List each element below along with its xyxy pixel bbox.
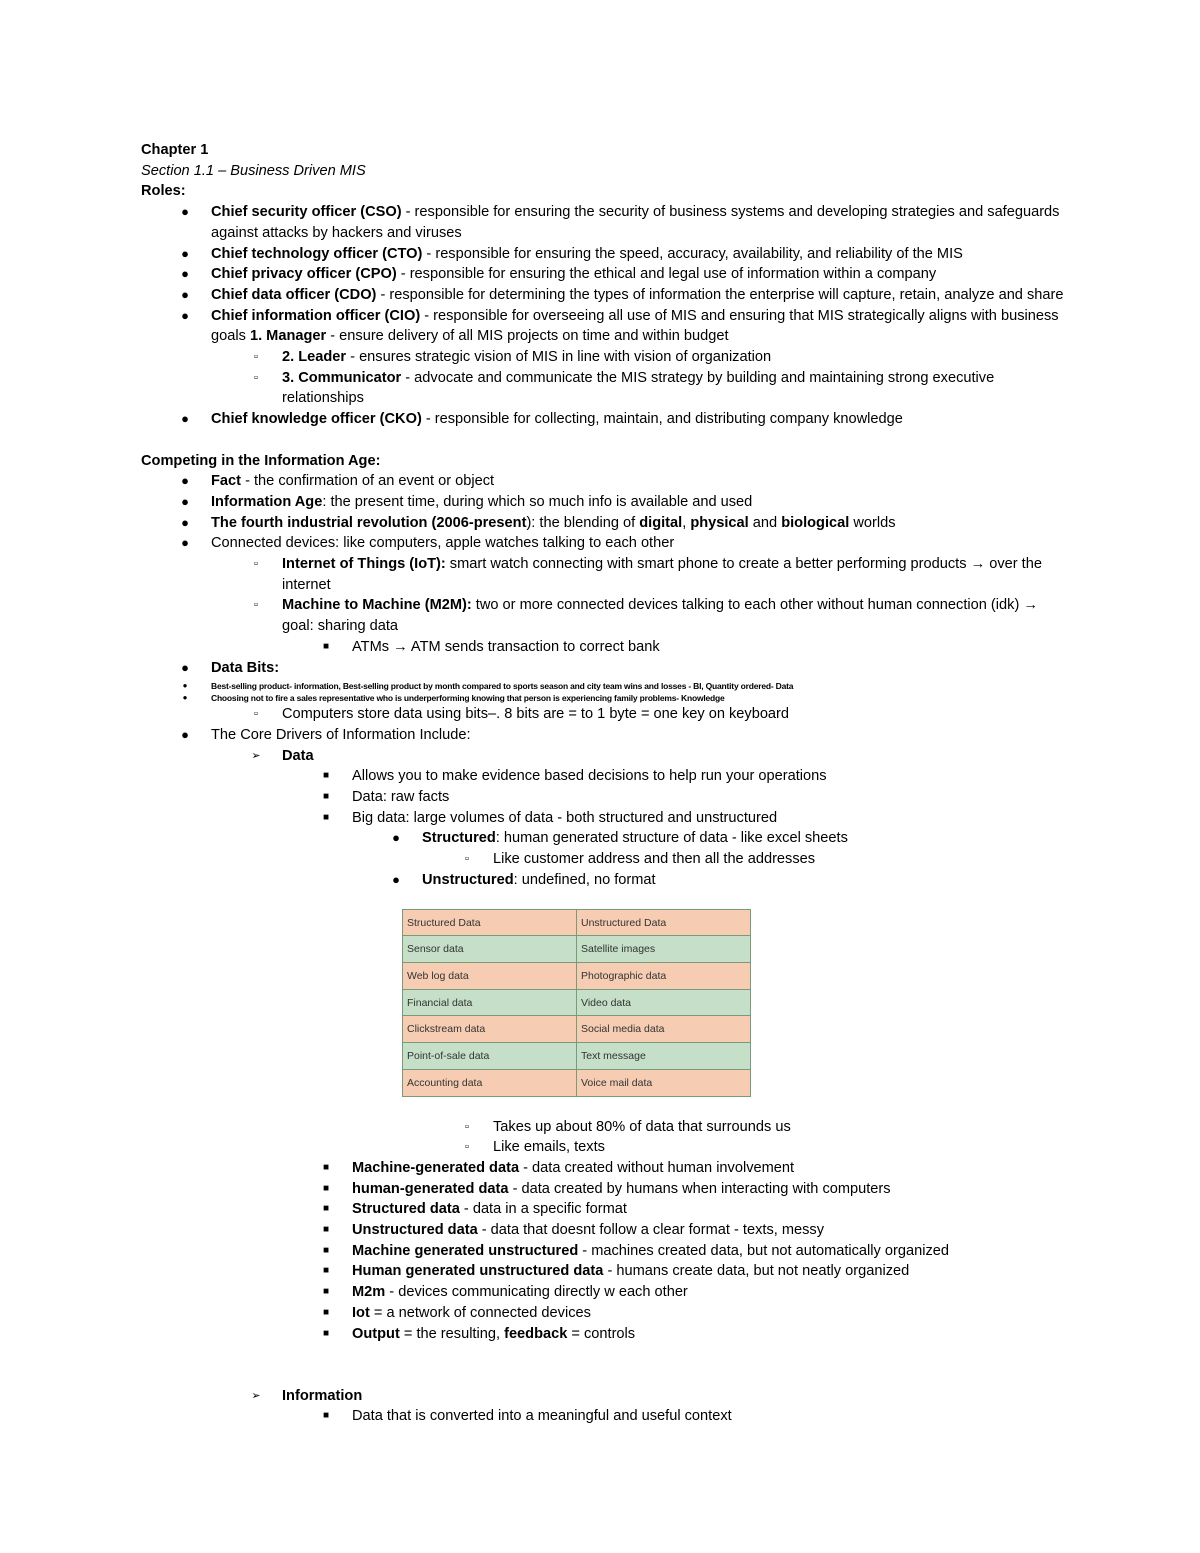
square-bullet-icon: ■ — [322, 811, 330, 823]
list-item: ● Structured: human generated structure of data - like excel sheets — [422, 828, 1071, 849]
square-bullet-icon: ■ — [322, 1306, 330, 1318]
list-item: ■ M2m - devices communicating directly w each other — [352, 1282, 1071, 1303]
hollow-square-bullet-icon: ▫ — [254, 599, 258, 612]
hollow-square-bullet-icon: ▫ — [254, 558, 258, 571]
list-item: ● Connected devices: like computers, apple watches talking to each other — [211, 533, 1071, 554]
list-item: ■ Iot = a network of connected devices — [352, 1303, 1071, 1324]
arrow-bullet-icon: ➢ — [251, 749, 261, 762]
arrow-bullet-icon: ➢ — [251, 1389, 261, 1402]
bullet-icon: ● — [181, 514, 189, 530]
table-row: Clickstream data Social media data — [403, 1016, 751, 1043]
bullet-icon: ● — [181, 535, 189, 551]
list-item: ● Chief privacy officer (CPO) - responsible for ensuring the ethical and legal use of information within a company — [211, 264, 1071, 285]
list-item: ■ Big data: large volumes of data - both structured and unstructured — [352, 808, 1071, 829]
list-item: ● Unstructured: undefined, no format — [422, 870, 1071, 891]
hollow-square-bullet-icon: ▫ — [254, 371, 258, 384]
bullet-icon: ● — [182, 681, 188, 691]
competing-heading: Competing in the Information Age: — [141, 452, 381, 469]
list-item: ● Data Bits: — [211, 658, 1071, 679]
hollow-square-bullet-icon: ▫ — [254, 708, 258, 721]
list-item: ■ ATMs → ATM sends transaction to correct bank — [352, 637, 1071, 658]
table-row: Point-of-sale data Text message — [403, 1043, 751, 1070]
data-types-table — [402, 909, 751, 1097]
bullet-icon: ● — [181, 286, 189, 302]
table-row: Financial data Video data — [403, 989, 751, 1016]
square-bullet-icon: ■ — [322, 791, 330, 803]
list-item: ■ Machine-generated data - data created without human involvement — [352, 1158, 1071, 1179]
list-item: ● The Core Drivers of Information Include: — [211, 725, 1071, 746]
list-item: ▫ 2. Leader - ensures strategic vision of MIS in line with vision of organization — [282, 347, 1071, 368]
square-bullet-icon: ■ — [322, 1410, 330, 1422]
hollow-square-bullet-icon: ▫ — [465, 1141, 469, 1154]
bullet-icon: ● — [392, 830, 400, 846]
list-item: ▫ Internet of Things (IoT): smart watch connecting with smart phone to create a better performing products → over the internet — [282, 554, 1071, 595]
data-types-table-image — [402, 909, 1071, 1097]
list-item: ▫ Like customer address and then all the addresses — [493, 849, 1071, 870]
list-item: ■ Data that is converted into a meaningful and useful context — [352, 1406, 1071, 1427]
hollow-square-bullet-icon: ▫ — [465, 1120, 469, 1133]
list-item: ● The fourth industrial revolution (2006-present): the blending of digital, physical and biological worlds — [211, 513, 1071, 534]
list-item: ● Chief security officer (CSO) - responsible for ensuring the security of business systems and developing strategies and safeguards against attacks by hackers and viruses — [211, 202, 1071, 243]
square-bullet-icon: ■ — [322, 1161, 330, 1173]
roles-heading: Roles: — [141, 183, 186, 200]
list-item: ▫ Like emails, texts — [493, 1137, 1071, 1158]
list-item: ■ Output = the resulting, feedback = controls — [352, 1324, 1071, 1345]
bullet-icon: ● — [181, 726, 189, 742]
table-row: Structured Data Unstructured Data — [403, 909, 751, 936]
list-item: ■ Structured data - data in a specific format — [352, 1199, 1071, 1220]
list-item: ■ Unstructured data - data that doesnt follow a clear format - texts, messy — [352, 1220, 1071, 1241]
square-bullet-icon: ■ — [322, 640, 330, 652]
table-row: Web log data Photographic data — [403, 963, 751, 990]
bullet-icon: ● — [181, 266, 189, 282]
list-item: ■ Allows you to make evidence based decisions to help run your operations — [352, 766, 1071, 787]
square-bullet-icon: ■ — [322, 1182, 330, 1194]
list-item: ● Chief knowledge officer (CKO) - responsible for collecting, maintain, and distributing company knowledge — [211, 409, 1071, 430]
bullet-icon: ● — [181, 245, 189, 261]
bullet-icon: ● — [392, 871, 400, 887]
square-bullet-icon: ■ — [322, 770, 330, 782]
list-item: ● Best-selling product- information, Best-selling product by month compared to sports season and city team wins and losses - BI, Quantity ordered- Data — [211, 680, 1071, 692]
spacer — [141, 1344, 1071, 1385]
list-item: ● Chief information officer (CIO) - responsible for overseeing all use of MIS and ensuring that MIS strategically aligns with business goals 1. Manager - ensure delivery of all MIS projects on time and within budget — [211, 306, 1071, 347]
list-item: ■ Machine generated unstructured - machines created data, but not automatically organized — [352, 1241, 1071, 1262]
square-bullet-icon: ■ — [322, 1327, 330, 1339]
list-item: ● Chief technology officer (CTO) - responsible for ensuring the speed, accuracy, availability, and reliability of the MIS — [211, 244, 1071, 265]
bullet-icon: ● — [181, 473, 189, 489]
list-item: ● Information Age: the present time, during which so much info is available and used — [211, 492, 1071, 513]
table-row: Sensor data Satellite images — [403, 936, 751, 963]
list-item: ● Fact - the confirmation of an event or object — [211, 471, 1071, 492]
hollow-square-bullet-icon: ▫ — [254, 351, 258, 364]
list-item: ▫ Machine to Machine (M2M): two or more connected devices talking to each other without human connection (idk) → goal: sharing data — [282, 595, 1071, 636]
list-item: ● Choosing not to fire a sales representative who is underperforming knowing that person is experiencing family problems- Knowledge — [211, 692, 1071, 704]
list-item: ■ human-generated data - data created by humans when interacting with computers — [352, 1179, 1071, 1200]
list-item: ● Chief data officer (CDO) - responsible for determining the types of information the enterprise will capture, retain, analyze and share — [211, 285, 1071, 306]
bullet-icon: ● — [181, 659, 189, 675]
square-bullet-icon: ■ — [322, 1224, 330, 1236]
square-bullet-icon: ■ — [322, 1265, 330, 1277]
list-item: ▫ Takes up about 80% of data that surrounds us — [493, 1117, 1071, 1138]
list-item: ▫ Computers store data using bits–. 8 bits are = to 1 byte = one key on keyboard — [282, 704, 1071, 725]
chapter-heading: Chapter 1 — [141, 142, 209, 158]
bullet-icon: ● — [181, 493, 189, 509]
bullet-icon: ● — [181, 307, 189, 323]
square-bullet-icon: ■ — [322, 1203, 330, 1215]
table-row: Accounting data Voice mail data — [403, 1069, 751, 1096]
list-item: ■ Human generated unstructured data - humans create data, but not neatly organized — [352, 1261, 1071, 1282]
list-item: ▫ 3. Communicator - advocate and communicate the MIS strategy by building and maintaining strong executive relationships — [282, 368, 1071, 409]
notes-body — [141, 140, 1071, 1427]
spacer — [141, 430, 1071, 451]
bullet-icon: ● — [181, 411, 189, 427]
square-bullet-icon: ■ — [322, 1286, 330, 1298]
list-item: ➢ Information — [282, 1386, 1071, 1407]
list-item: ➢ Data — [282, 746, 1071, 767]
list-item: ■ Data: raw facts — [352, 787, 1071, 808]
hollow-square-bullet-icon: ▫ — [465, 853, 469, 866]
bullet-icon: ● — [181, 204, 189, 220]
square-bullet-icon: ■ — [322, 1244, 330, 1256]
section-heading: Section 1.1 – Business Driven MIS — [141, 162, 366, 179]
bullet-icon: ● — [182, 693, 188, 703]
